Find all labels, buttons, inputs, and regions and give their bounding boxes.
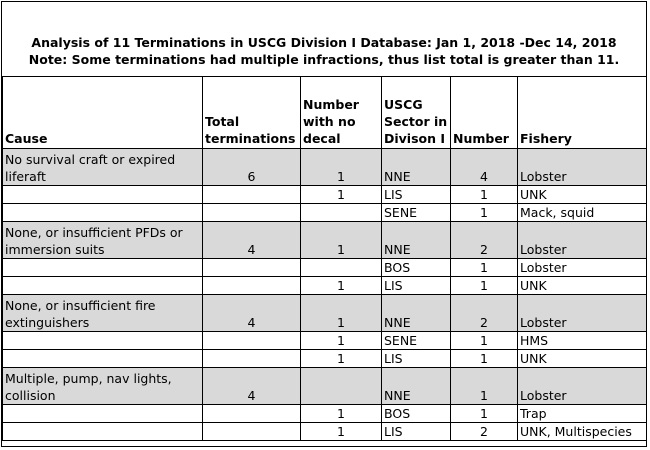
cell-number: 1 [451, 277, 518, 295]
cell-fishery: Lobster [518, 222, 647, 259]
table-row [3, 405, 647, 423]
cell-fishery: UNK [518, 277, 647, 295]
cell-fishery: HMS [518, 332, 647, 350]
table-body [3, 149, 647, 441]
cell-no-decal [301, 368, 382, 405]
table-row [3, 368, 647, 405]
cell-cause [3, 277, 203, 295]
cell-sector: NNE [382, 368, 451, 405]
cell-no-decal: 1 [301, 149, 382, 186]
header-total-terminations: Total terminations [203, 77, 301, 149]
cell-fishery: UNK, Multispecies [518, 423, 647, 441]
cell-sector: NNE [382, 295, 451, 332]
cell-no-decal: 1 [301, 405, 382, 423]
table-row [3, 332, 647, 350]
header-cause: Cause [3, 77, 203, 149]
cell-cause [3, 423, 203, 441]
cell-number: 2 [451, 295, 518, 332]
header-number: Number [451, 77, 518, 149]
cell-sector: BOS [382, 259, 451, 277]
cell-cause [3, 405, 203, 423]
table-note: Note: Some terminations had multiple infractions, thus list total is greater than 11. [28, 52, 620, 67]
cell-total [203, 204, 301, 222]
cell-cause: Multiple, pump, nav lights, collision [3, 368, 203, 405]
cell-sector: NNE [382, 149, 451, 186]
cell-number: 1 [451, 204, 518, 222]
cell-fishery: UNK [518, 186, 647, 204]
cell-sector: LIS [382, 423, 451, 441]
cell-fishery: Mack, squid [518, 204, 647, 222]
cell-fishery: Lobster [518, 149, 647, 186]
cell-fishery: Lobster [518, 368, 647, 405]
header-no-decal: Number with no decal [301, 77, 382, 149]
cell-cause: No survival craft or expired liferaft [3, 149, 203, 186]
cell-number: 2 [451, 222, 518, 259]
cell-number: 4 [451, 149, 518, 186]
cell-sector: SENE [382, 332, 451, 350]
cell-total [203, 186, 301, 204]
cell-no-decal: 1 [301, 222, 382, 259]
cell-total: 6 [203, 149, 301, 186]
table-row [3, 222, 647, 259]
cell-no-decal [301, 204, 382, 222]
cell-number: 1 [451, 332, 518, 350]
cell-fishery: Lobster [518, 295, 647, 332]
cell-number: 1 [451, 405, 518, 423]
table-row [3, 423, 647, 441]
table-row [3, 149, 647, 186]
table-row [3, 295, 647, 332]
cell-sector: NNE [382, 222, 451, 259]
cell-no-decal: 1 [301, 350, 382, 368]
cell-cause: None, or insufficient fire extinguishers [3, 295, 203, 332]
cell-total: 4 [203, 222, 301, 259]
header-fishery: Fishery [518, 77, 647, 149]
cell-fishery: UNK [518, 350, 647, 368]
cell-no-decal: 1 [301, 186, 382, 204]
table-row [3, 204, 647, 222]
cell-cause [3, 186, 203, 204]
title-block [2, 34, 646, 68]
terminations-table [2, 76, 647, 441]
cell-total [203, 350, 301, 368]
cell-no-decal: 1 [301, 295, 382, 332]
cell-total: 4 [203, 295, 301, 332]
table-row [3, 350, 647, 368]
cell-cause: None, or insufficient PFDs or immersion suits [3, 222, 203, 259]
cell-number: 2 [451, 423, 518, 441]
cell-number: 1 [451, 350, 518, 368]
cell-cause [3, 350, 203, 368]
table-row [3, 259, 647, 277]
cell-total [203, 423, 301, 441]
cell-cause [3, 259, 203, 277]
cell-no-decal [301, 259, 382, 277]
header-uscg-sector: USCG Sector in Divison I [382, 77, 451, 149]
cell-total [203, 259, 301, 277]
cell-no-decal: 1 [301, 423, 382, 441]
cell-total [203, 277, 301, 295]
table-row [3, 277, 647, 295]
cell-total [203, 405, 301, 423]
cell-no-decal: 1 [301, 332, 382, 350]
cell-sector: LIS [382, 277, 451, 295]
cell-fishery: Lobster [518, 259, 647, 277]
cell-number: 1 [451, 259, 518, 277]
cell-sector: LIS [382, 186, 451, 204]
cell-number: 1 [451, 186, 518, 204]
cell-cause [3, 204, 203, 222]
cell-cause [3, 332, 203, 350]
cell-total [203, 332, 301, 350]
cell-sector: SENE [382, 204, 451, 222]
cell-number: 1 [451, 368, 518, 405]
cell-total: 4 [203, 368, 301, 405]
header-row [3, 77, 647, 149]
cell-sector: BOS [382, 405, 451, 423]
cell-fishery: Trap [518, 405, 647, 423]
cell-sector: LIS [382, 350, 451, 368]
table-title: Analysis of 11 Terminations in USCG Division I Database: Jan 1, 2018 -Dec 14, 2018 [31, 35, 617, 50]
cell-no-decal: 1 [301, 277, 382, 295]
table-row [3, 186, 647, 204]
